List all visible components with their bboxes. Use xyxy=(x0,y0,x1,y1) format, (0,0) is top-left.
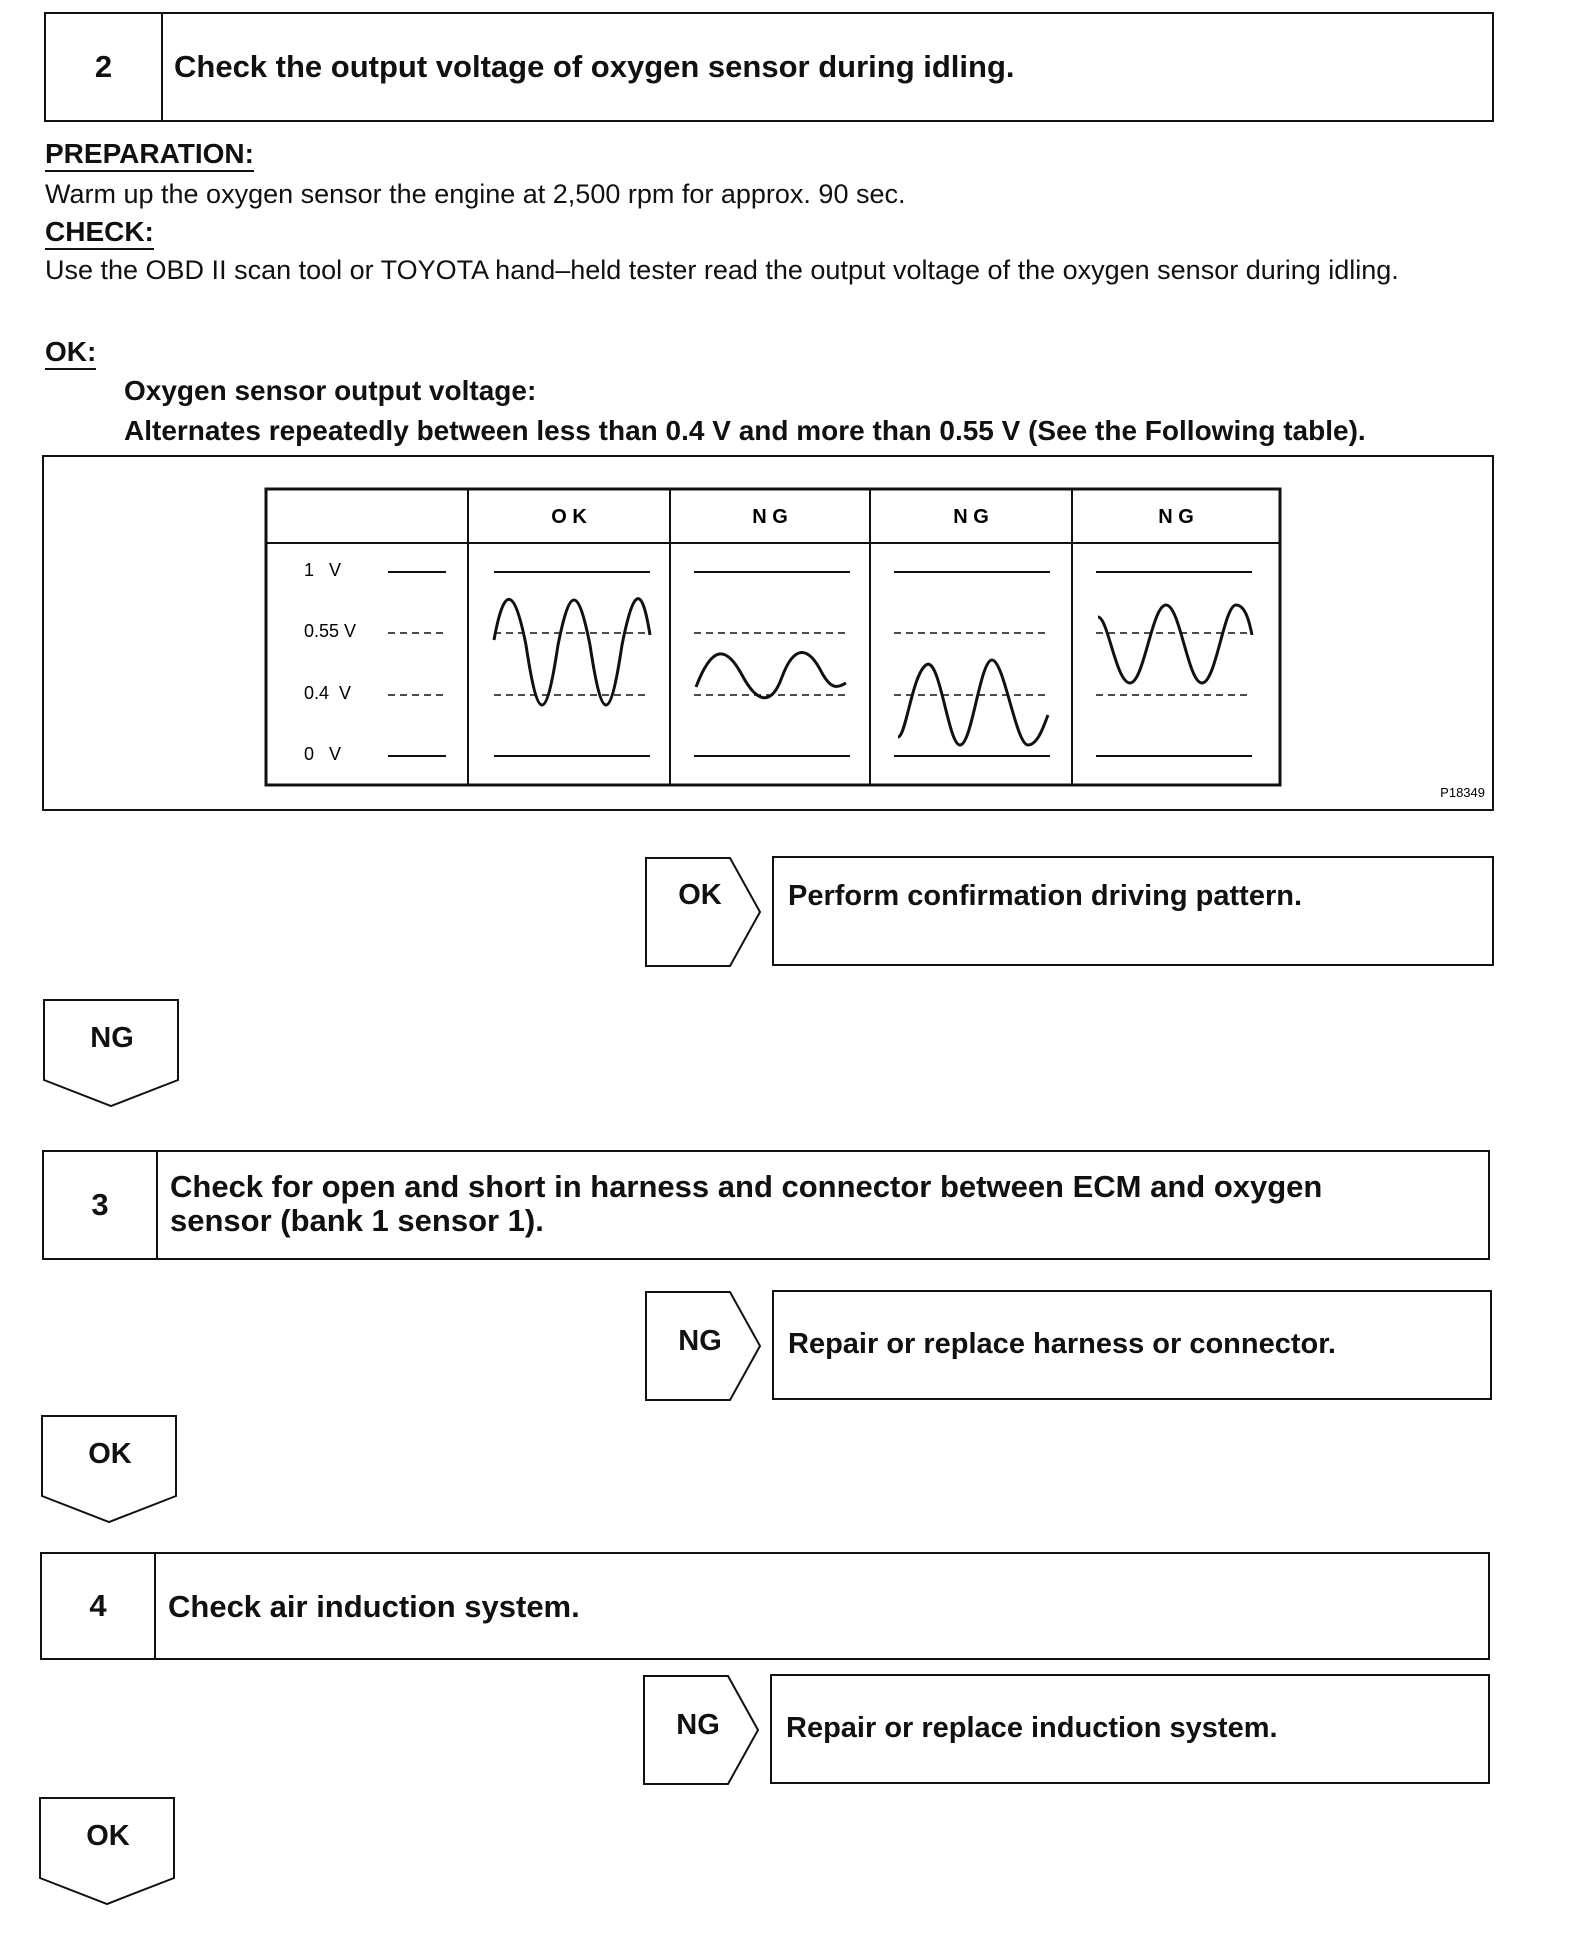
step-3-box xyxy=(42,1150,1490,1260)
step-3-title-line-2: sensor (bank 1 sensor 1). xyxy=(170,1203,544,1238)
step-4-number: 4 xyxy=(42,1554,156,1658)
step3-ng-result-text: Repair or replace harness or connector. xyxy=(788,1328,1336,1360)
col-header-ng-3: N G xyxy=(1158,506,1194,528)
step-2-number: 2 xyxy=(46,14,163,120)
row-label-1v: 1 V xyxy=(304,560,342,580)
step4-ng-result-box xyxy=(770,1674,1490,1784)
voltage-waveform-figure xyxy=(42,455,1494,811)
row-label-0v: 0 V xyxy=(304,744,342,764)
step3-ng-result-box xyxy=(772,1290,1492,1400)
step4-ng-result-text: Repair or replace induction system. xyxy=(786,1712,1278,1744)
step4-ok-down-label: OK xyxy=(86,1820,130,1852)
ok-branch-tag-label: OK xyxy=(678,879,722,911)
col-header-ng-1: N G xyxy=(752,506,788,528)
step4-ng-tag-label: NG xyxy=(676,1709,720,1741)
ok-branch-arrow-tag xyxy=(644,856,764,968)
ng-down-label: NG xyxy=(90,1022,134,1054)
step3-ng-tag-label: NG xyxy=(678,1325,722,1357)
preparation-heading: PREPARATION: xyxy=(45,138,254,172)
ok-spec-line-2: Alternates repeatedly between less than 0.4 V and more than 0.55 V (See the Following table). xyxy=(124,415,1366,446)
ok-heading: OK: xyxy=(45,336,96,370)
row-label-04v: 0.4 V xyxy=(304,683,352,703)
step-3-number: 3 xyxy=(44,1152,158,1258)
row-label-055v: 0.55 V xyxy=(304,621,357,641)
step-2-title: Check the output voltage of oxygen sensor during idling. xyxy=(174,49,1015,84)
step-3-title-line-1: Check for open and short in harness and connector between ECM and oxygen xyxy=(170,1169,1323,1204)
ok-branch-result-text: Perform confirmation driving pattern. xyxy=(788,880,1302,912)
check-heading: CHECK: xyxy=(45,216,154,250)
step-4-box xyxy=(40,1552,1490,1660)
col-header-ng-2: N G xyxy=(953,506,989,528)
check-text: Use the OBD II scan tool or TOYOTA hand–held tester read the output voltage of the oxygen sensor during idling. xyxy=(45,255,1399,285)
preparation-text: Warm up the oxygen sensor the engine at 2,500 rpm for approx. 90 sec. xyxy=(45,179,906,209)
step-2-box xyxy=(44,12,1494,122)
step3-ok-down-label: OK xyxy=(88,1438,132,1470)
col-header-ok: O K xyxy=(551,506,587,528)
ok-branch-result-box xyxy=(772,856,1494,966)
ok-spec-line-1: Oxygen sensor output voltage: xyxy=(124,375,537,406)
step-4-title: Check air induction system. xyxy=(168,1589,580,1624)
figure-id: P18349 xyxy=(1440,785,1485,800)
